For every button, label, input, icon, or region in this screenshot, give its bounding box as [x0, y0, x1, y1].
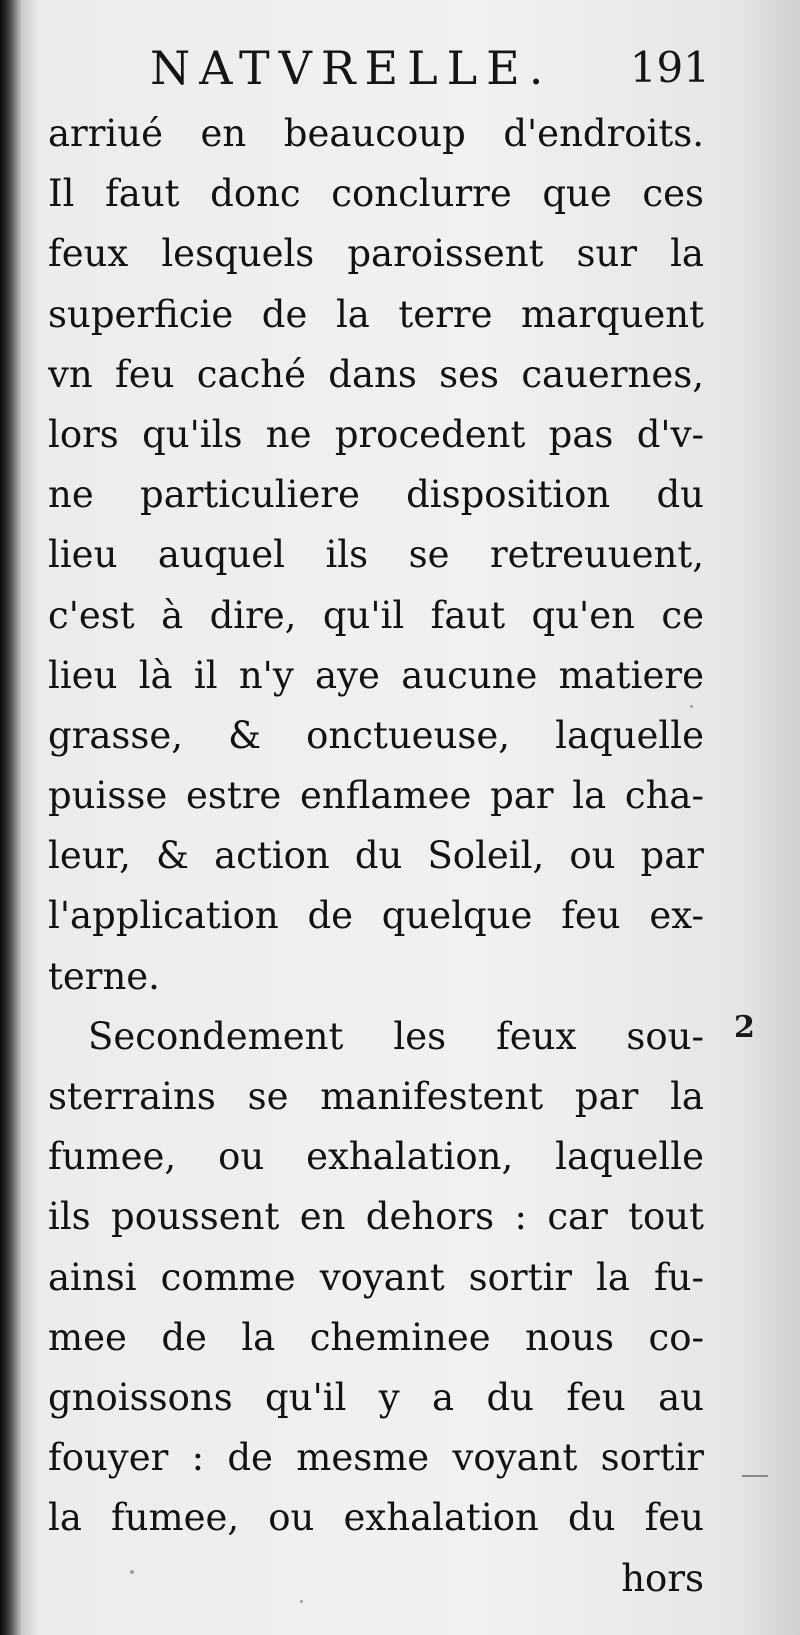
- paper-speck: [690, 705, 693, 708]
- text-line: fumee, ou exhalation, laquelle: [48, 1135, 704, 1179]
- text-line: leur, & action du Soleil, ou par: [48, 834, 704, 878]
- paragraph-start-line: Secondement les feux sou-: [88, 1014, 704, 1058]
- text-line: ne particuliere disposition du: [48, 473, 704, 517]
- text-line: feux lesquels paroissent sur la: [48, 232, 704, 276]
- text-line: vn feu caché dans ses cauernes,: [48, 352, 704, 396]
- text-line: la fumee, ou exhalation du feu: [48, 1496, 704, 1540]
- page-number: 191: [629, 43, 710, 92]
- text-line: superficie de la terre marquent: [48, 292, 704, 336]
- paper-speck: [130, 1570, 134, 1574]
- text-line: sterrains se manifestent par la: [48, 1075, 704, 1118]
- running-title: NATVRELLE.: [150, 41, 553, 95]
- paper-speck: [300, 1600, 303, 1603]
- page-edge-mark: [742, 1475, 768, 1477]
- body-text: [48, 104, 704, 1609]
- text-line: terne.: [48, 954, 160, 998]
- text-line: Il faut donc conclurre que ces: [48, 172, 704, 216]
- text-line: gnoissons qu'il y a du feu au: [48, 1375, 704, 1419]
- text-line: arriué en beaucoup d'endroits.: [48, 112, 704, 155]
- text-line: lors qu'ils ne procedent pas d'v-: [48, 412, 704, 456]
- text-line: c'est à dire, qu'il faut qu'en ce: [48, 593, 704, 637]
- running-head: [150, 38, 710, 98]
- text-line: lieu auquel ils se retreuuent,: [48, 533, 704, 577]
- text-line: l'application de quelque feu ex-: [48, 894, 704, 938]
- text-line: ils poussent en dehors : car tout: [48, 1195, 704, 1239]
- text-line: fouyer : de mesme voyant sortir: [48, 1436, 704, 1480]
- text-line: ainsi comme voyant sortir la fu-: [48, 1255, 704, 1299]
- text-line: puisse estre enflamee par la cha-: [48, 774, 704, 818]
- text-line: mee de la cheminee nous co-: [48, 1315, 704, 1359]
- text-line: grasse, & onctueuse, laquelle: [48, 713, 704, 757]
- text-line: lieu là il n'y aye aucune matiere: [48, 653, 704, 697]
- marginal-note: 2: [734, 1010, 755, 1045]
- gutter-shadow: [0, 0, 22, 1635]
- catchword: hors: [621, 1556, 704, 1600]
